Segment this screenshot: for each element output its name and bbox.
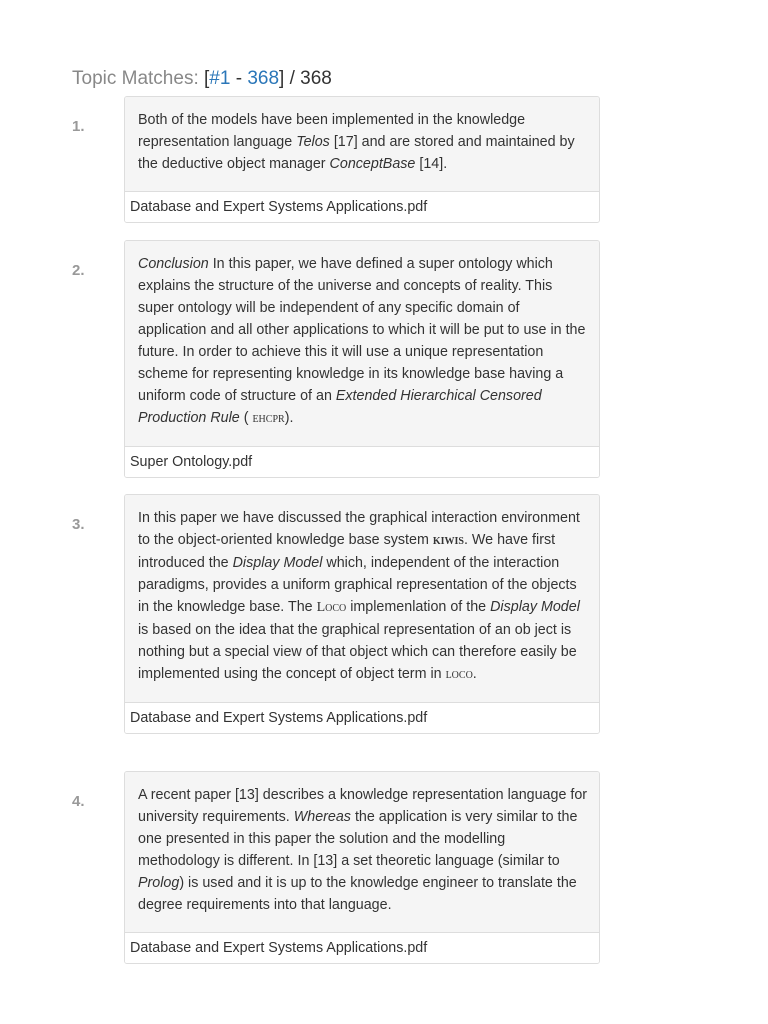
result-card [124,240,600,478]
total-count: / 368 [284,68,332,89]
result-excerpt: Conclusion In this paper, we have defined a super ontology which explains the structure of the universe and concepts of reality. This super ontology will be independent of any specific domain of application and all other applications to which it will be put to use in the future. In order to achieve this it will use a unique representation scheme for representing knowledge in its knowledge base having a uniform code of structure of an Extended Hierarchical Censored Production Rule ( ehcpr). [125,241,599,446]
result-card [124,494,600,734]
result-number: 3. [72,516,85,533]
open-bracket: [ [204,68,210,89]
topic-matches-header [72,67,332,91]
result-excerpt: A recent paper [13] describes a knowledge representation language for university requirements. Whereas the application is very similar to the one presented in this paper the solution and the modelling methodology is different. In [13] a set theoretic language (similar to Prolog) is used and it is up to the knowledge engineer to translate the degree requirements into that language. [125,772,599,932]
result-number: 4. [72,793,85,810]
range-dash: - [230,68,248,89]
result-source-file[interactable]: Database and Expert Systems Applications.pdf [125,702,599,733]
result-excerpt: Both of the models have been implemented in the knowledge representation language Telos [17] and are stored and maintained by the deductive object manager ConceptBase [14]. [125,97,599,191]
range-start-link[interactable]: #1 [209,68,231,89]
result-number: 2. [72,262,85,279]
topic-matches-label: Topic Matches: [72,68,199,89]
result-card [124,771,600,964]
result-excerpt: In this paper we have discussed the graphical interaction environment to the object-oriented knowledge base system kiwis. We have first introduced the Display Model which, independent of the interaction paradigms, provides a uniform graphical representation of the objects in the knowledge base. The Loco implemenlation of the Display Model is based on the idea that the graphical representation of an ob ject is nothing but a special view of that object which can therefore easily be implemented using the concept of object term in loco. [125,495,599,702]
result-number: 1. [72,118,85,135]
result-source-file[interactable]: Database and Expert Systems Applications.pdf [125,191,599,222]
result-source-file[interactable]: Database and Expert Systems Applications.pdf [125,932,599,963]
range-end-link[interactable]: 368 [247,68,280,89]
result-source-file[interactable]: Super Ontology.pdf [125,446,599,477]
close-bracket: ] [279,68,285,89]
result-card [124,96,600,223]
